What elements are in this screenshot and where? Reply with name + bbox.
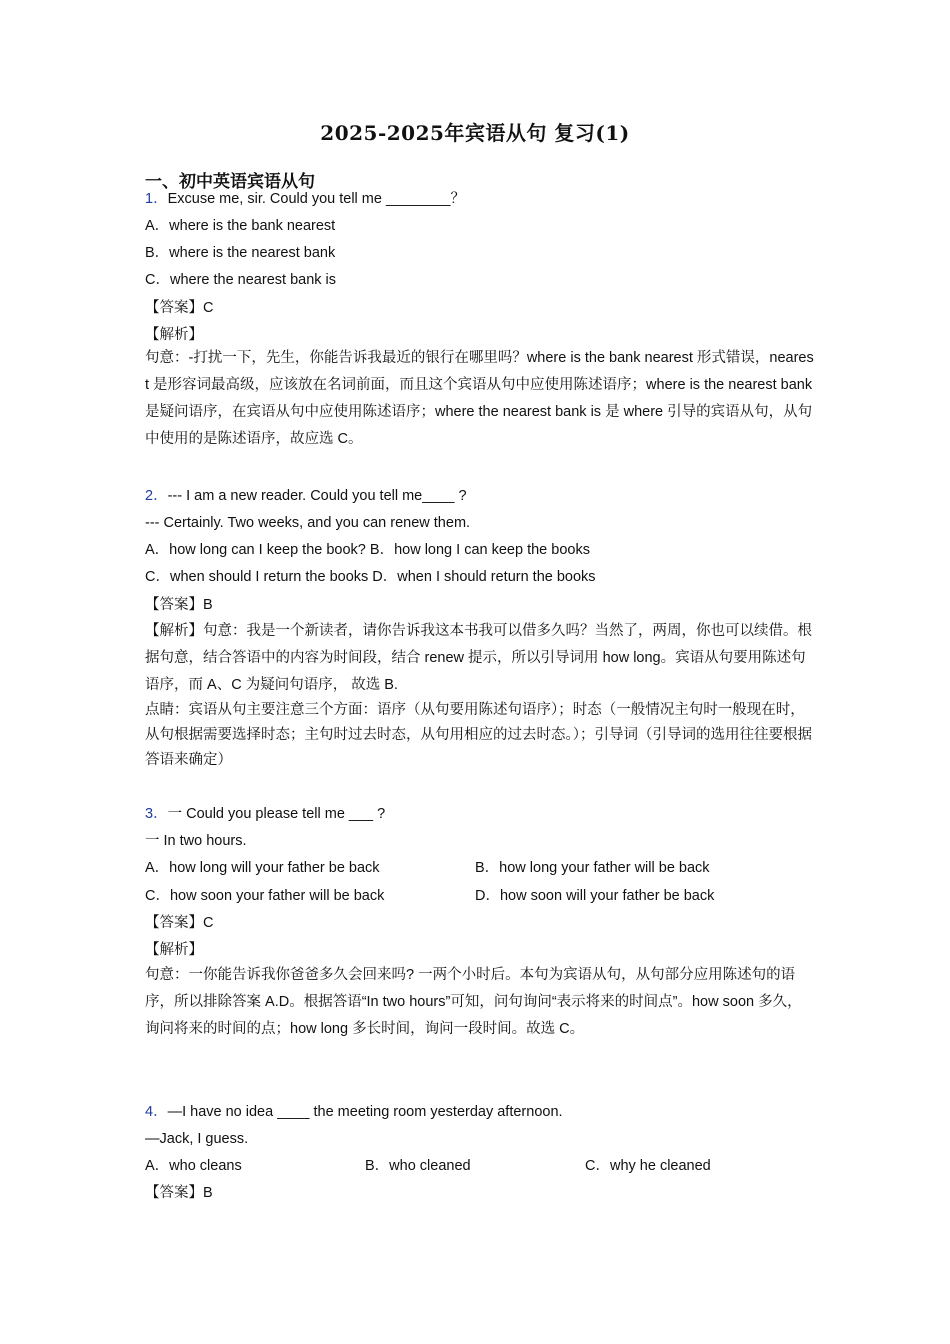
answer: 【答案】C xyxy=(145,300,214,316)
document-title: 2025-2025年宾语从句 复习(1) xyxy=(320,121,630,145)
question-number: 3． xyxy=(145,806,168,822)
note-text: 点睛：宾语从句主要注意三个方面：语序（从句要用陈述句语序）；时态（一般情况主句时一般现在时，从句根据需要选择时态；主句时过去时态，从句用相应的过去时态。）；引导词（引导词的选用往往要根据答语来确定） xyxy=(145,702,812,768)
question-number: 4． xyxy=(145,1104,168,1120)
section-heading: 一、初中英语宾语从句 xyxy=(145,172,315,192)
option-b: B．how long your father will be back xyxy=(475,860,710,876)
options-cd: C．when should I return the books D．when I should return the books xyxy=(145,569,596,585)
answer: 【答案】B xyxy=(145,1185,213,1201)
question-1-stem: 1．Excuse me, sir. Could you tell me ________？ xyxy=(145,191,465,207)
option-b: B．where is the nearest bank xyxy=(145,245,336,261)
answer: 【答案】C xyxy=(145,915,214,931)
option-b: B．who cleaned xyxy=(365,1158,471,1174)
analysis-label: 【解析】 xyxy=(145,327,203,343)
analysis-text: 句意：-打扰一下，先生，你能告诉我最近的银行在哪里吗？where is the bank nearest 形式错误，nearest 是形容词最高级，应该放在名词前面，而且这个宾语从句中应使用陈述语序；where is the nearest bank 是疑问语序，在宾语从句中应使用陈述语序；where the nearest bank is 是 where 引导的宾语从句，从句中使用的是陈述语序，故应选 C。 xyxy=(145,350,814,447)
question-number: 1． xyxy=(145,191,168,207)
question-2-stem: 2．--- I am a new reader. Could you tell me____ ? xyxy=(145,488,467,504)
option-c: C．where the nearest bank is xyxy=(145,272,337,288)
option-a: A．where is the bank nearest xyxy=(145,218,336,234)
dialogue-reply: 一 In two hours. xyxy=(145,833,247,849)
dialogue-reply: —Jack, I guess. xyxy=(145,1131,249,1147)
analysis-text: 【解析】句意：我是一个新读者，请你告诉我这本书我可以借多久吗？当然了，两周，你也可以续借。根据句意，结合答语中的内容为时间段，结合 renew 提示，所以引导词用 how long。宾语从句要用陈述句语序，而 A、C 为疑问句语序， 故选 B. xyxy=(145,623,812,693)
option-c: C．why he cleaned xyxy=(585,1158,711,1174)
option-a: A．how long will your father be back xyxy=(145,860,380,876)
question-3-stem: 3．一 Could you please tell me ___ ? xyxy=(145,806,386,822)
question-4-stem: 4．—I have no idea ____ the meeting room yesterday afternoon. xyxy=(145,1104,563,1120)
analysis-text: 句意：一你能告诉我你爸爸多久会回来吗? 一两个小时后。本句为宾语从句，从句部分应用陈述句的语序，所以排除答案 A.D。根据答语“In two hours”可知，问句询问“表示将来的时间点”。how soon 多久，询问将来的时间的点；how long 多长时间，询问一段时间。故选 C。 xyxy=(145,967,802,1037)
option-d: D．how soon will your father be back xyxy=(475,888,715,904)
option-c: C．how soon your father will be back xyxy=(145,888,385,904)
question-number: 2． xyxy=(145,488,168,504)
dialogue-reply: --- Certainly. Two weeks, and you can renew them. xyxy=(145,515,471,531)
answer: 【答案】B xyxy=(145,597,213,613)
analysis-label: 【解析】 xyxy=(145,942,203,958)
options-ab: A．how long can I keep the book? B．how long I can keep the books xyxy=(145,542,590,558)
option-a: A．who cleans xyxy=(145,1158,242,1174)
